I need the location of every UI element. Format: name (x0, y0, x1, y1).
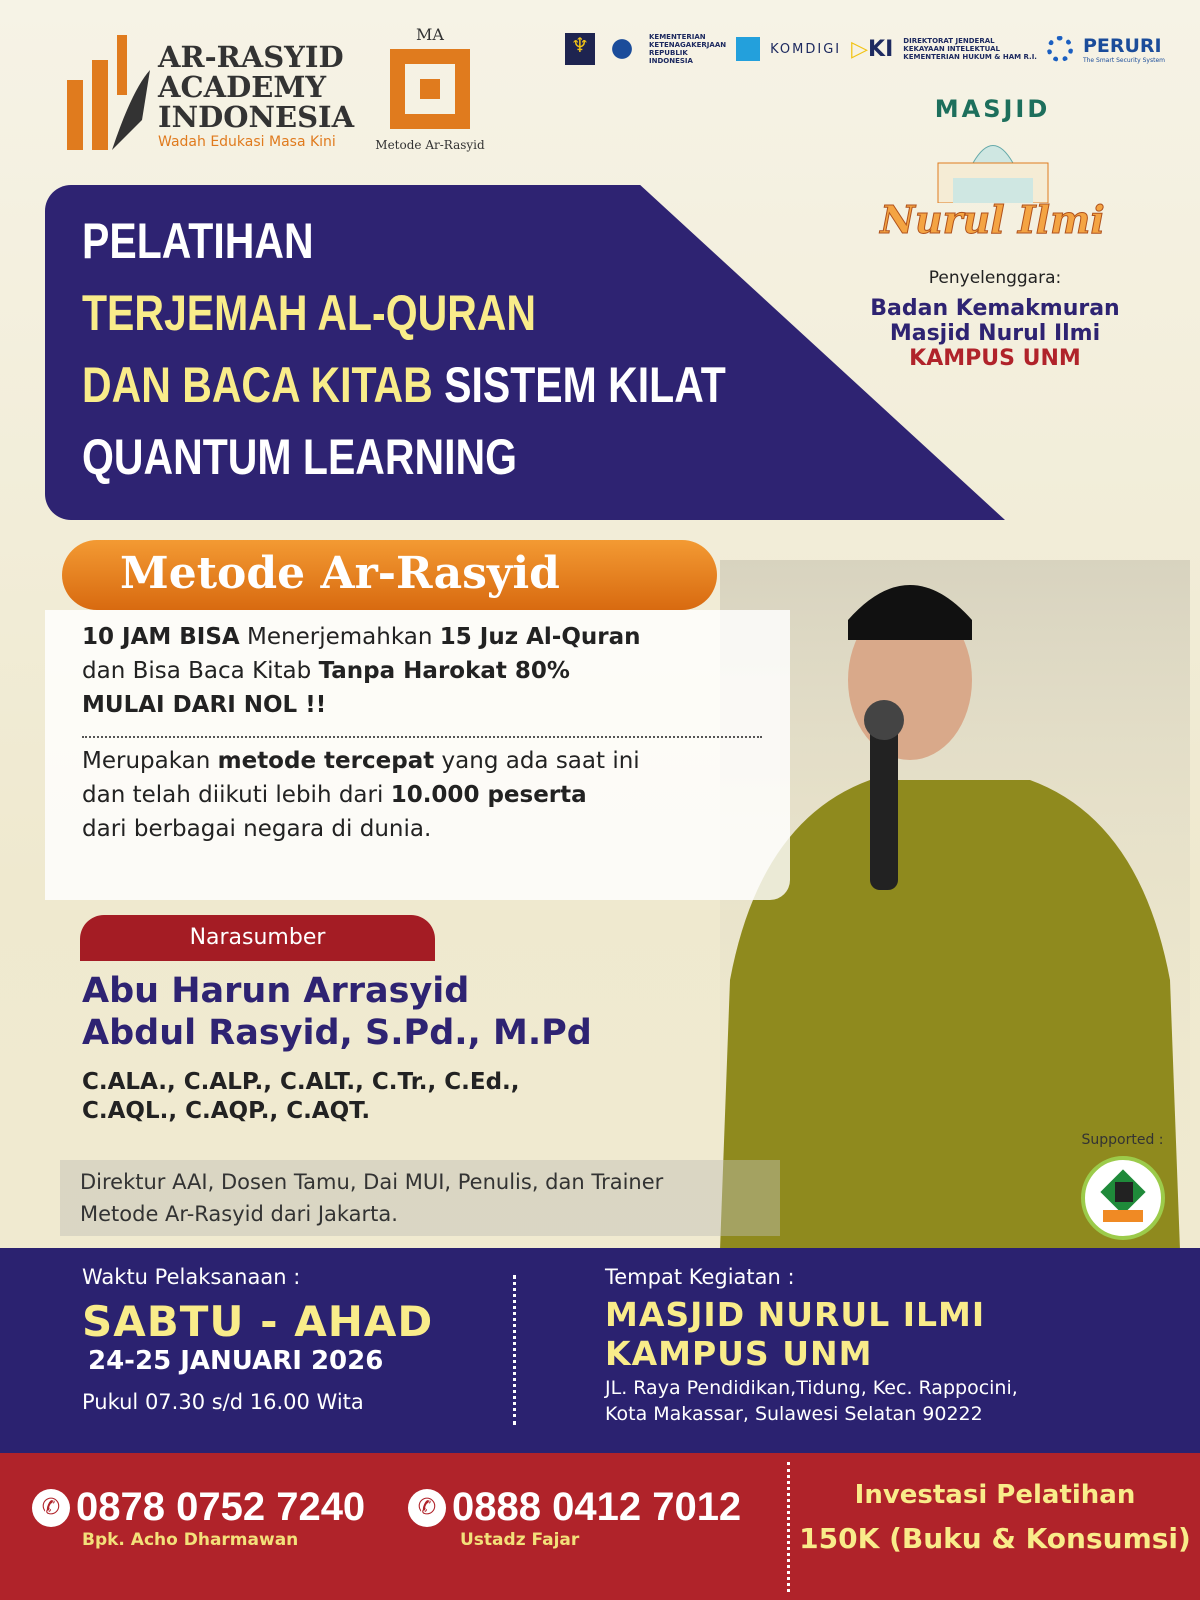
schedule-days: SABTU - AHAD (82, 1297, 434, 1346)
whatsapp-icon: ✆ (408, 1489, 446, 1527)
venue-address-2: Kota Makassar, Sulawesi Selatan 90222 (605, 1403, 983, 1425)
calligraphy-logo-icon (62, 30, 152, 155)
schedule-date: 24-25 JANUARI 2026 (88, 1346, 384, 1376)
venue-name-1: MASJID NURUL ILMI (605, 1295, 986, 1334)
academy-name-2: ACADEMY (158, 70, 327, 104)
masjid-logo (870, 95, 1115, 242)
dotted-divider (82, 736, 762, 738)
speaker-label: Narasumber (80, 915, 435, 961)
benefit-line-6: dari berbagai negara di dunia. (82, 816, 432, 842)
kemnaker-icon (605, 32, 639, 66)
title-line-2: TERJEMAH AL-QURAN (82, 285, 537, 341)
method-badge: Metode Ar-Rasyid (62, 540, 717, 610)
whatsapp-icon: ✆ (32, 1489, 70, 1527)
supported-label: Supported : (1081, 1132, 1164, 1148)
masjid-name: Nurul Ilmi (880, 197, 1105, 242)
speaker-cred-2: C.AQL., C.AQP., C.AQT. (82, 1098, 371, 1124)
contact-1-name: Bpk. Acho Dharmawan (82, 1530, 299, 1550)
schedule-time: Pukul 07.30 s/d 16.00 Wita (82, 1390, 364, 1414)
benefit-line-3: MULAI DARI NOL !! (82, 692, 327, 718)
contact-2[interactable]: ✆ 0888 0412 7012 Ustadz Fajar (408, 1485, 741, 1550)
venue-address-1: JL. Raya Pendidikan,Tidung, Kec. Rappocini, (605, 1377, 1018, 1399)
investment-label: Investasi Pelatihan (854, 1480, 1136, 1510)
title-line-1: PELATIHAN (82, 213, 314, 269)
venue-name-2: KAMPUS UNM (605, 1334, 873, 1373)
organizer-label: Penyelenggara: (928, 268, 1062, 288)
title-line-4: QUANTUM LEARNING (82, 429, 518, 485)
benefit-line-5: dan telah diikuti lebih dari 10.000 peserta (82, 782, 587, 808)
academy-tagline: Wadah Edukasi Masa Kini (158, 134, 336, 150)
mosque-icon (918, 123, 1068, 203)
benefit-line-2: dan Bisa Baca Kitab Tanpa Harokat 80% (82, 658, 570, 684)
contact-1[interactable]: ✆ 0878 0752 7240 Bpk. Acho Dharmawan (32, 1485, 365, 1550)
academy-name-1: AR-RASYID (158, 40, 344, 74)
peruri-label: PERURI (1082, 34, 1162, 57)
schedule-label: Waktu Pelaksanaan : (82, 1265, 301, 1289)
djki-icon: ▷KI (851, 36, 894, 62)
ma-label: MA (416, 25, 444, 44)
organizer-campus: KAMPUS UNM (909, 346, 1081, 371)
komdigi-icon (736, 37, 760, 61)
peruri-icon (1047, 36, 1073, 62)
benefit-line-4: Merupakan metode tercepat yang ada saat ini (82, 748, 640, 774)
masjid-top: MASJID (934, 95, 1051, 123)
ma-logo (375, 25, 485, 152)
speaker-name-2: Abdul Rasyid, S.Pd., M.Pd (82, 1013, 592, 1053)
organizer-line-1: Badan Kemakmuran (870, 296, 1120, 321)
partner-logos: ♆ KEMENTERIAN KETENAGAKERJAAN REPUBLIK INDONESIA KOMDIGI ▷KI DIREKTORAT JENDERAL KEKAYAAN INTELEKTUAL KEMENTERIAN HUKUM & HAM R.I. PERURI The Smart Security System (565, 30, 1185, 68)
organizer-line-2: Masjid Nurul Ilmi (889, 321, 1101, 346)
investment-price: 150K (Buku & Konsumsi) (799, 1522, 1191, 1555)
band-divider (513, 1275, 516, 1425)
speaker-cred-1: C.ALA., C.ALP., C.ALT., C.Tr., C.Ed., (82, 1069, 520, 1095)
benefit-line-1: 10 JAM BISA Menerjemahkan 15 Juz Al-Quran (82, 624, 641, 650)
title-line-3: DAN BACA KITAB SISTEM KILAT (82, 357, 726, 413)
title (82, 205, 867, 493)
kufi-logo-icon (385, 44, 475, 134)
contact-2-name: Ustadz Fajar (460, 1530, 580, 1550)
speaker-description: Direktur AAI, Dosen Tamu, Dai MUI, Penulis, dan Trainer Metode Ar-Rasyid dari Jakarta. (60, 1160, 780, 1236)
academy-name-3: INDONESIA (158, 100, 355, 134)
komdigi-label: KOMDIGI (770, 41, 842, 57)
kemenkumham-icon: ♆ (565, 33, 595, 65)
speaker-name-1: Abu Harun Arrasyid (82, 971, 470, 1011)
venue-label: Tempat Kegiatan : (605, 1265, 795, 1289)
supporter-logo (1081, 1156, 1165, 1240)
academy-logo (62, 30, 152, 155)
ma-caption: Metode Ar-Rasyid (375, 138, 485, 152)
